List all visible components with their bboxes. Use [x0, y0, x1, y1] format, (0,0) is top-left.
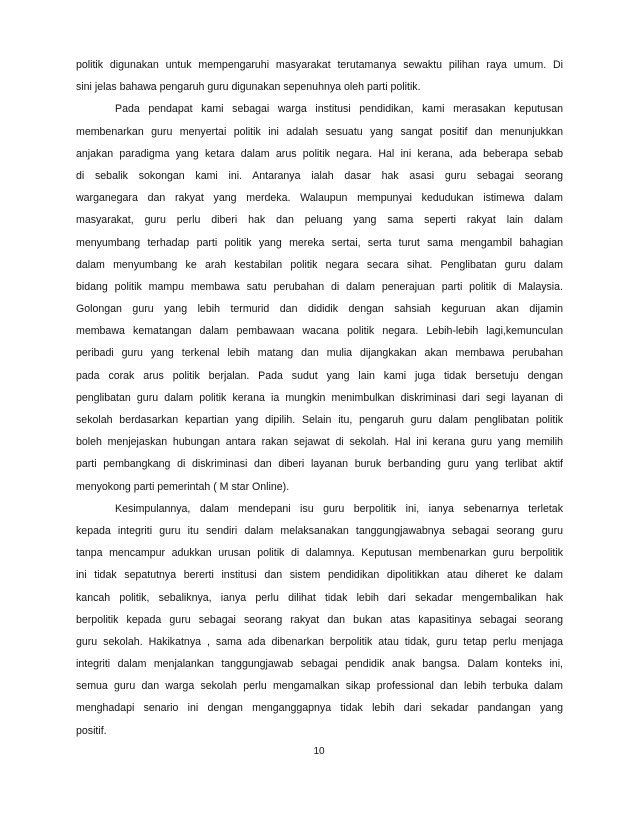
text-line: semua guru dan warga sekolah perlu mengamalkan sikap professional dan lebih terbuka dalam — [76, 680, 563, 693]
text-line: ini tidak sepatutnya bererti institusi dan sistem pendidikan dipolitikkan atau diheret ke dalam — [76, 569, 563, 582]
text-line: Pada pendapat kami sebagai warga institusi pendidikan, kami merasakan keputusan — [115, 103, 563, 116]
text-line: sekolah berdasarkan kepartian yang dipilih. Selain itu, pengaruh guru dalam penglibatan politik — [76, 414, 563, 426]
text-line: kancah politik, sebaliknya, ianya perlu dilihat tidak lebih dari sekadar mengembalikan hak — [76, 591, 563, 604]
text-line: boleh menjejaskan hubungan antara rakan sejawat di sekolah. Hal ini kerana guru yang memilih — [76, 436, 563, 449]
text-line: penglibatan guru dalam politik kerana ia mungkin menimbulkan diskriminasi dari segi layanan di — [76, 391, 563, 404]
text-line: parti pembangkang di diskriminasi dan diberi layanan buruk berbanding guru yang terlibat aktif — [76, 458, 563, 471]
text-line: membawa kematangan dalam pembawaan wacana politik negara. Lebih-lebih lagi,kemunculan — [76, 325, 563, 338]
text-line: pada corak arus politik berjalan. Pada sudut yang lain kami juga tidak bersetuju dengan — [76, 369, 563, 382]
text-line: membenarkan guru menyertai politik ini adalah sesuatu yang sangat positif dan menunjukkan — [76, 125, 563, 138]
text-line: anjakan paradigma yang ketara dalam arus politik negara. Hal ini kerana, ada beberapa sebab — [76, 147, 563, 160]
text-line: sini jelas bahawa pengaruh guru digunakan sepenuhnya oleh parti politik. — [76, 81, 421, 94]
text-line: positif. — [76, 724, 107, 737]
paragraph-3 — [76, 500, 563, 744]
text-line: di sebalik sokongan kami ini. Antaranya ialah dasar hak asasi guru sebagai seorang — [76, 169, 563, 182]
text-line: menyokong parti pemerintah ( M star Online). — [76, 480, 290, 493]
paragraph-2 — [76, 100, 563, 499]
text-line: menghadapi senario ini dengan menganggapnya tidak lebih dari sekadar pandangan yang — [76, 702, 563, 715]
text-line: tanpa mencampur adukkan urusan politik di dalamnya. Keputusan membenarkan guru berpolitik — [76, 547, 563, 560]
text-line: warganegara dan rakyat yang merdeka. Walaupun mempunyai kedudukan istimewa dalam — [76, 192, 563, 205]
text-line: berpolitik kepada guru sebagai seorang rakyat dan bukan atas kapasitinya sebagai seorang — [76, 613, 563, 626]
text-line: politik digunakan untuk mempengaruhi masyarakat terutamanya sewaktu pilihan raya umum. Di — [76, 59, 563, 71]
text-line: masyarakat, guru perlu diberi hak dan peluang yang sama seperti rakyat lain dalam — [76, 214, 563, 227]
text-line: Golongan guru yang lebih termurid dan dididik dengan sahsiah keguruan akan dijamin — [76, 303, 563, 316]
text-line: bidang politik mampu membawa satu perubahan di dalam penerajuan parti politik di Malaysia. — [76, 280, 563, 293]
text-line: peribadi guru yang terkenal lebih matang dan mulia dijangkakan akan membawa perubahan — [76, 347, 563, 360]
body-text — [76, 56, 563, 744]
text-line: Kesimpulannya, dalam mendepani isu guru berpolitik ini, ianya sebenarnya terletak — [115, 502, 563, 515]
page-number: 10 — [313, 746, 325, 757]
paragraph-1 — [76, 56, 563, 100]
text-line: kepada integriti guru itu sendiri dalam melaksanakan tanggungjawabnya sebagai seorang guru — [76, 524, 563, 537]
text-line: menyumbang terhadap parti politik yang mereka sertai, serta turut sama mengambil bahagian — [76, 236, 563, 249]
text-line: dalam menyumbang ke arah kestabilan politik negara secara sihat. Penglibatan guru dalam — [76, 258, 563, 271]
text-line: guru sekolah. Hakikatnya , sama ada dibenarkan berpolitik atau tidak, guru tetap perlu menjaga — [76, 635, 563, 648]
text-line: integriti dalam menjalankan tanggungjawab sebagai pendidik anak bangsa. Dalam konteks ini, — [76, 658, 563, 671]
